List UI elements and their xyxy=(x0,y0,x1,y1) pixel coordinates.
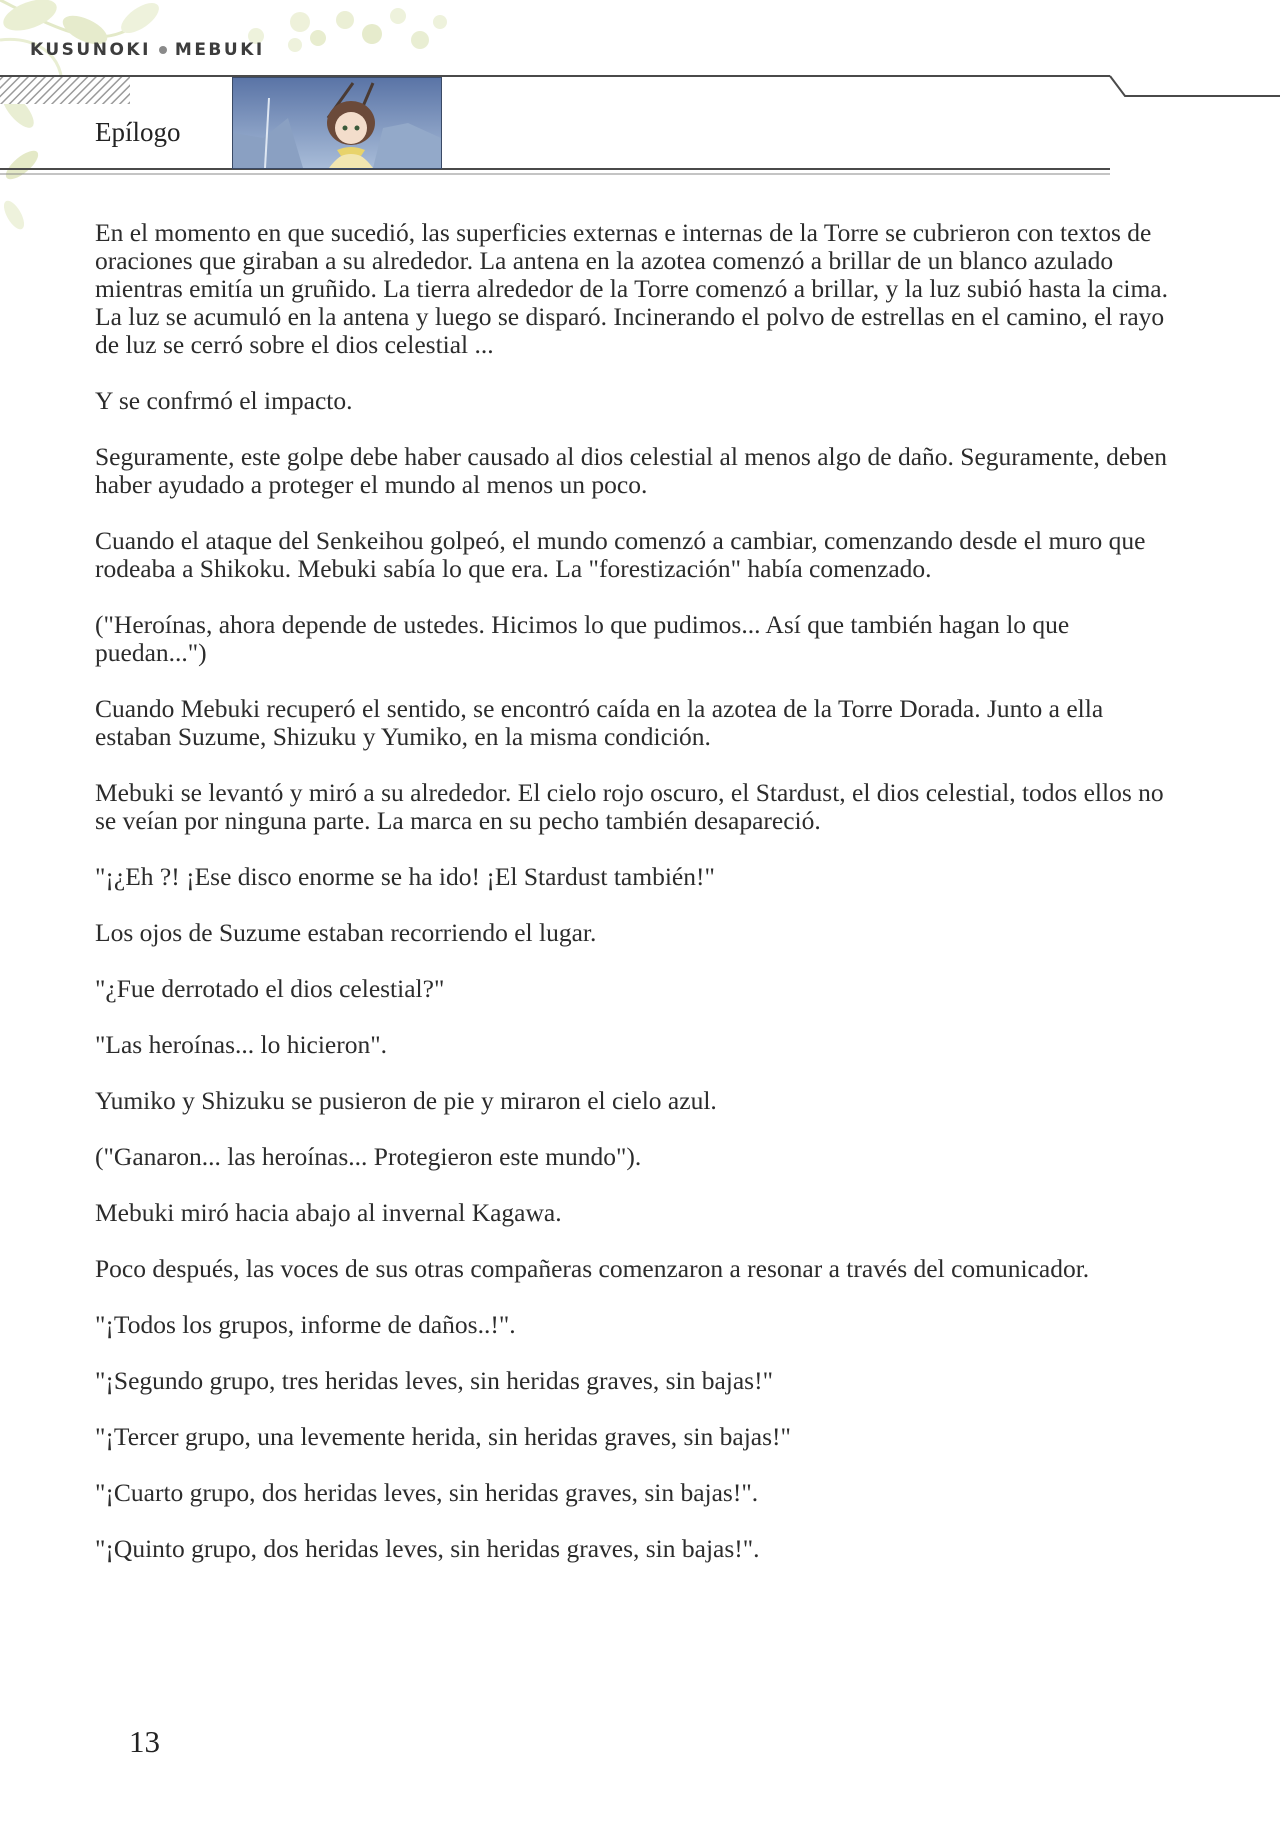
paragraph: "¡Tercer grupo, una levemente herida, sin heridas graves, sin bajas!" xyxy=(95,1422,791,1451)
series-name-second: MEBUKI xyxy=(174,40,265,60)
paragraph: Mebuki se levantó y miró a su alrededor. El cielo rojo oscuro, el Stardust, el dios celestial, todos ellos no se veían por ninguna parte. La marca en su pecho también desapareció. xyxy=(95,778,1164,835)
page-number: 13 xyxy=(129,1724,160,1759)
paragraph: "¡Quinto grupo, dos heridas leves, sin heridas graves, sin bajas!". xyxy=(95,1534,760,1563)
paragraph: Y se confrmó el impacto. xyxy=(95,386,353,415)
body-text xyxy=(95,219,1185,1591)
paragraph: En el momento en que sucedió, las superficies externas e internas de la Torre se cubrieron con textos de oraciones que giraban a su alrededor. La antena en la azotea comenzó a brillar de un blanco azulado mientras emitía un gruñido. La tierra alrededor de la Torre comenzó a brillar, y la luz subió hasta la cima. La luz se acumuló en la antena y luego se disparó. Incinerando el polvo de estrellas en el camino, el rayo de luz se cerró sobre el dios celestial ... xyxy=(95,218,1168,359)
paragraph: Yumiko y Shizuku se pusieron de pie y miraron el cielo azul. xyxy=(95,1086,717,1115)
header-rules xyxy=(0,70,1280,180)
paragraph: Seguramente, este golpe debe haber causado al dios celestial al menos algo de daño. Seguramente, deben haber ayudado a proteger el mundo al menos un poco. xyxy=(95,442,1168,499)
paragraph: "¡Cuarto grupo, dos heridas leves, sin heridas graves, sin bajas!". xyxy=(95,1478,759,1507)
series-name xyxy=(30,40,265,60)
paragraph: Los ojos de Suzume estaban recorriendo el lugar. xyxy=(95,918,597,947)
paragraph: Poco después, las voces de sus otras compañeras comenzaron a resonar a través del comunicador. xyxy=(95,1254,1090,1283)
paragraph: Mebuki miró hacia abajo al invernal Kagawa. xyxy=(95,1198,562,1227)
series-separator-dot xyxy=(159,46,167,54)
chapter-title: Epílogo xyxy=(95,117,181,147)
series-name-first: KUSUNOKI xyxy=(30,40,151,60)
paragraph: ("Heroínas, ahora depende de ustedes. Hicimos lo que pudimos... Así que también hagan lo que puedan...") xyxy=(95,610,1070,667)
paragraph: "¡Segundo grupo, tres heridas leves, sin heridas graves, sin bajas!" xyxy=(95,1366,773,1395)
paragraph: Cuando el ataque del Senkeihou golpeó, el mundo comenzó a cambiar, comenzando desde el muro que rodeaba a Shikoku. Mebuki sabía lo que era. La "forestización" había comenzado. xyxy=(95,526,1146,583)
paragraph: "Las heroínas... lo hicieron". xyxy=(95,1030,388,1059)
paragraph: "¡Todos los grupos, informe de daños..!". xyxy=(95,1310,516,1339)
paragraph: Cuando Mebuki recuperó el sentido, se encontró caída en la azotea de la Torre Dorada. Junto a ella estaban Suzume, Shizuku y Yumiko, en la misma condición. xyxy=(95,694,1104,751)
chapter-illustration xyxy=(232,77,442,169)
paragraph: "¡¿Eh ?! ¡Ese disco enorme se ha ido! ¡El Stardust también!" xyxy=(95,862,715,891)
paragraph: "¿Fue derrotado el dios celestial?" xyxy=(95,974,445,1003)
paragraph: ("Ganaron... las heroínas... Protegieron este mundo"). xyxy=(95,1142,642,1171)
